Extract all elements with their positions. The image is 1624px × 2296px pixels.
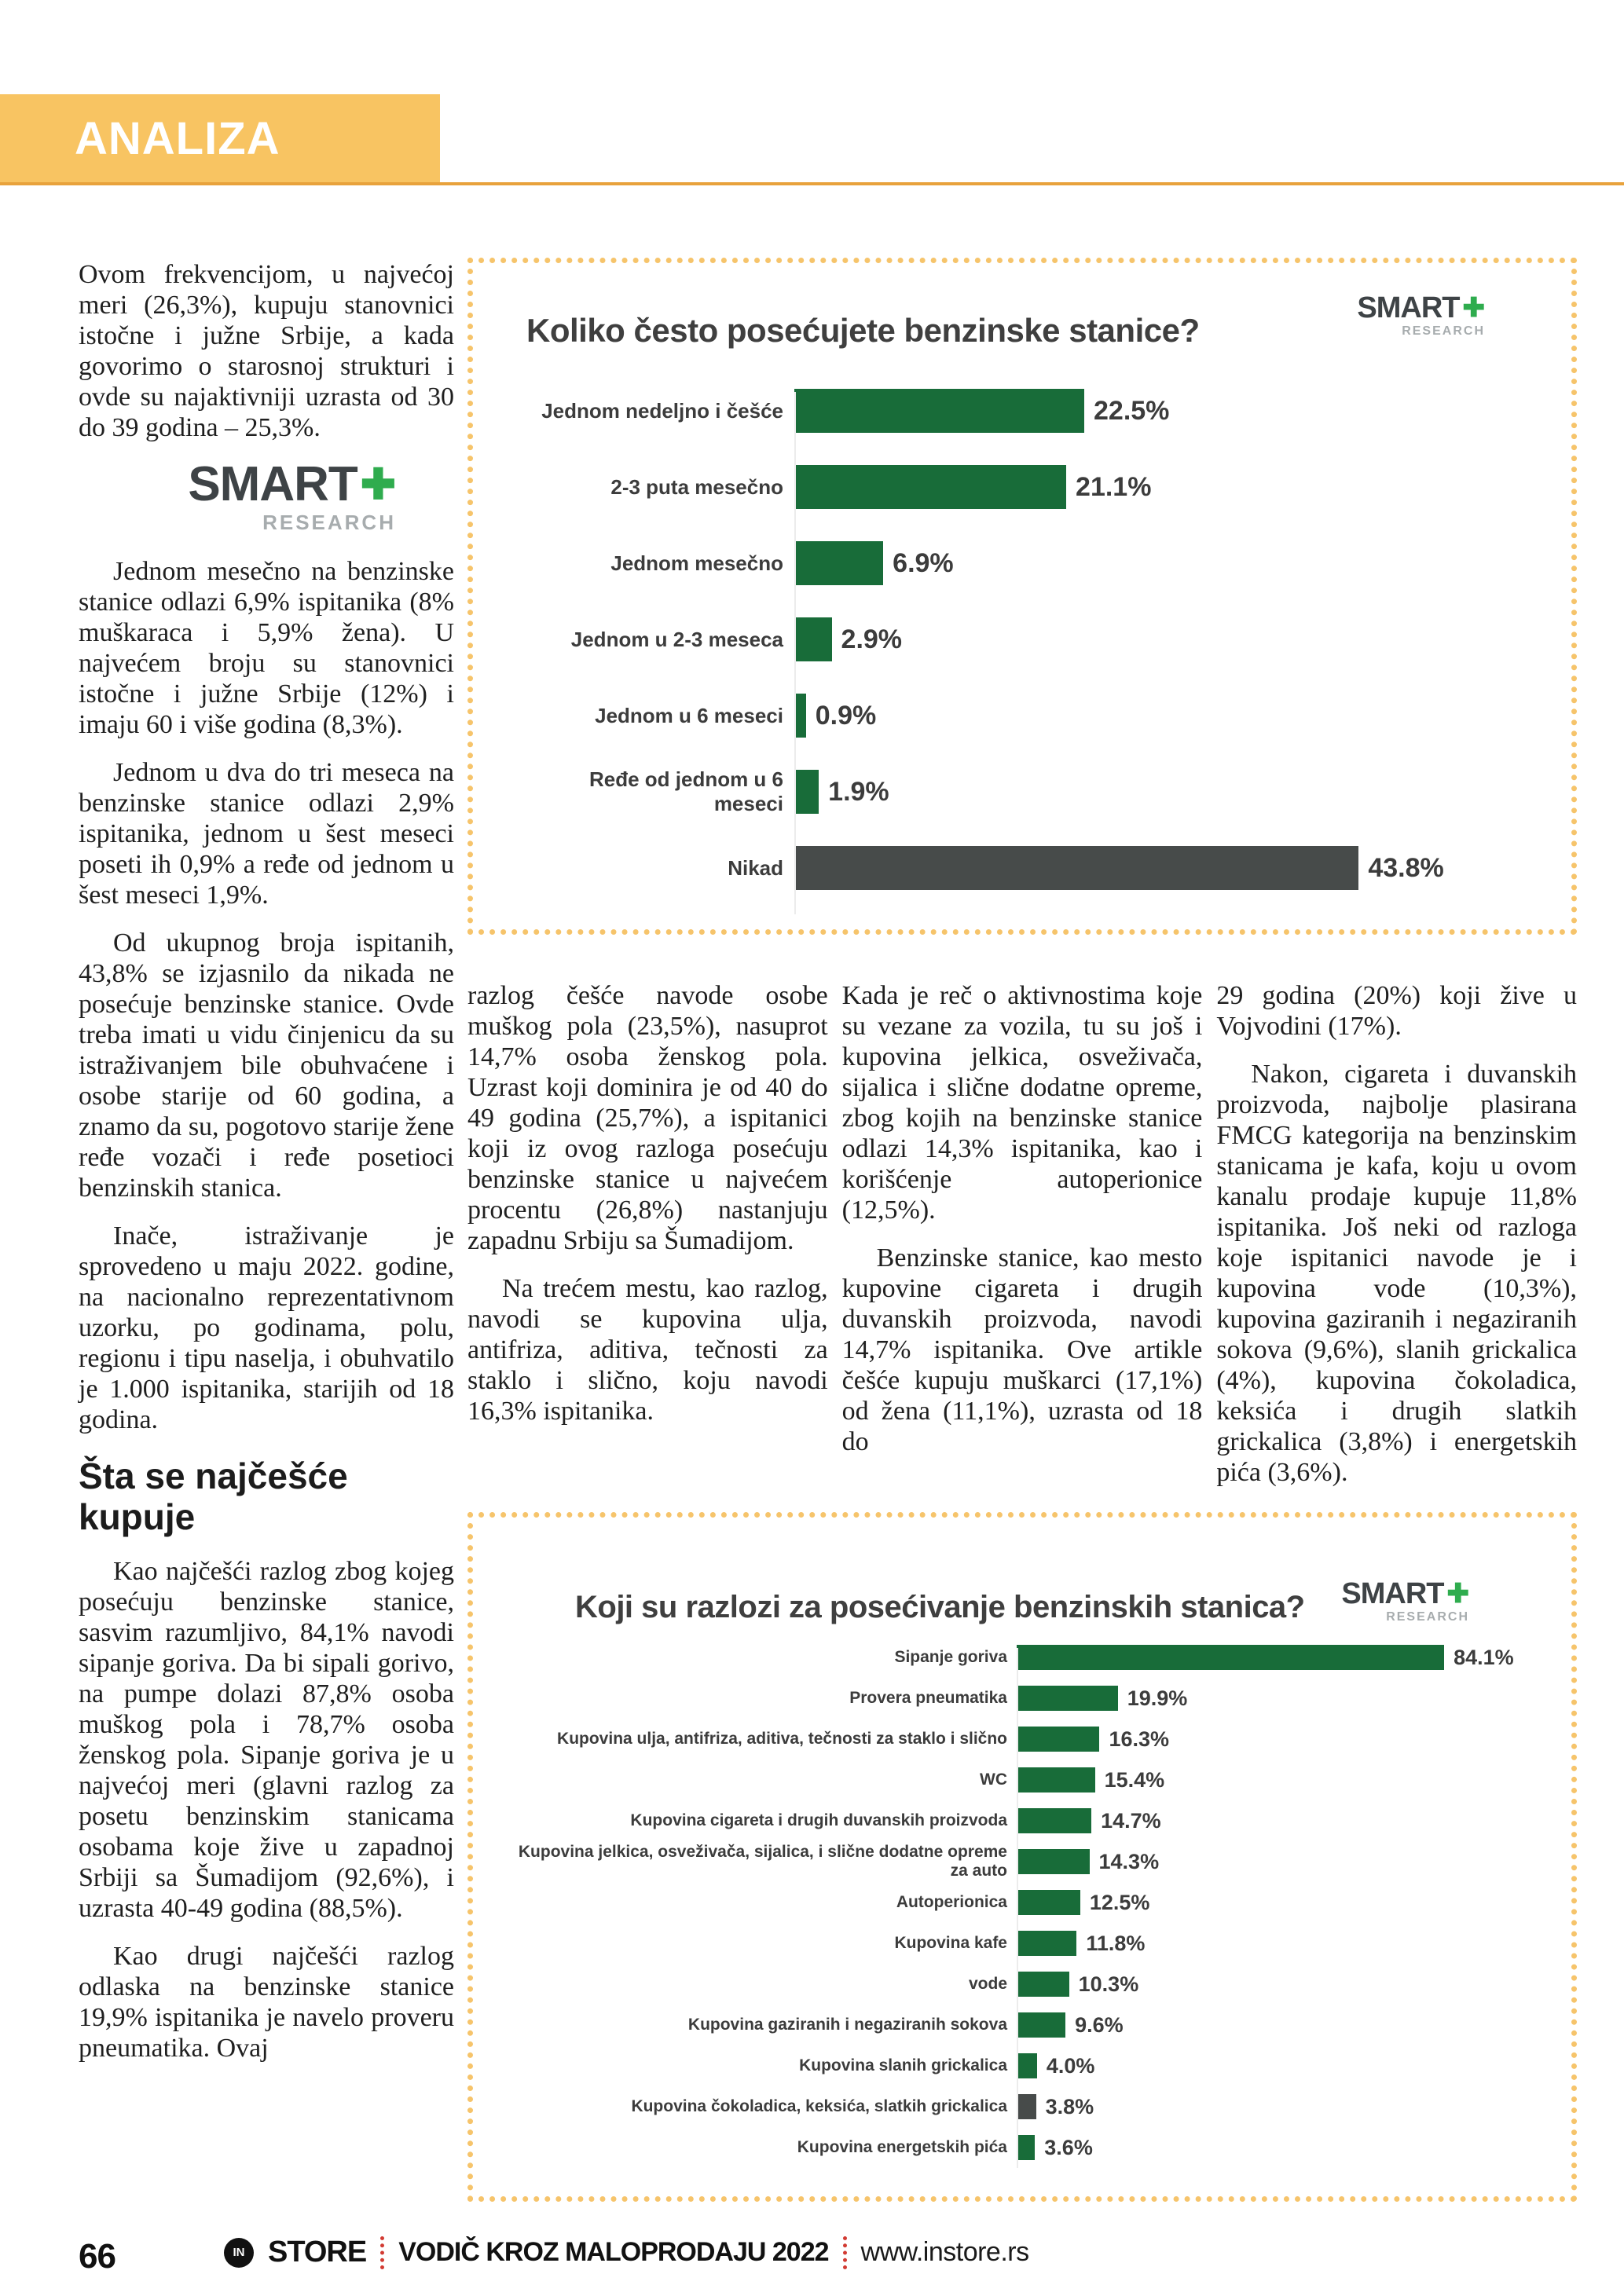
bar-category-label: Jednom u 6 meseci (595, 703, 783, 727)
bar-track (1017, 2094, 1571, 2119)
bar (1017, 1767, 1095, 1792)
bar-row (497, 1686, 1571, 1711)
bar-track (794, 389, 1571, 433)
bar-value-label: 2.9% (841, 624, 903, 654)
footer-website-link[interactable]: www.instore.rs (860, 2237, 1029, 2267)
bar-row (516, 541, 1571, 585)
bar-track (794, 770, 1571, 814)
bar-row (497, 1808, 1571, 1833)
logo-research-text: RESEARCH (1402, 324, 1485, 338)
bar-category-label: Provera pneumatika (849, 1689, 1007, 1707)
bar-value-label: 3.6% (1044, 2135, 1093, 2159)
smart-research-logo (1341, 1579, 1469, 1624)
bar-category-label: Kupovina kafe (894, 1934, 1007, 1952)
paragraph: Kao najčešći razlog zbog kojeg posećuju benzinske stanice, sasvim razumljivo, 84,1% navodi sipanje goriva. Da bi sipali gorivo, na pumpe dolazi 87,8% osoba muškog pola i 78,7% osoba ženskog pola. Sipanje goriva je u najvećoj meri (glavni razlog za posetu benzinskim stanicama osobama koje žive u zapadnoj Srbiji sa Šumadijom (92,6%), i uzrasta 40-49 godina (88,5%). (79, 1557, 454, 1923)
bar-value-label: 12.5% (1089, 1890, 1150, 1914)
bar-rows (473, 389, 1571, 922)
bar-row (497, 1645, 1571, 1670)
article-column (467, 980, 828, 1505)
bar (794, 617, 832, 661)
bar-category-label: Kupovina slanih grickalica (799, 2056, 1007, 2074)
logo-smart-text: SMART (1341, 1577, 1444, 1610)
bar-value-label: 3.8% (1045, 2094, 1094, 2118)
bar-category-label: Jednom u 2-3 meseca (570, 627, 783, 651)
bar-category-label: Kupovina čokoladica, keksića, slatkih grickalica (631, 2097, 1007, 2115)
bar-category-label: Jednom mesečno (610, 551, 783, 575)
bar-value-label: 22.5% (1094, 395, 1170, 426)
bar-value-label: 43.8% (1368, 852, 1444, 883)
bar-value-label: 19.9% (1127, 1686, 1188, 1710)
bar-value-label: 21.1% (1076, 471, 1152, 502)
bar-row (497, 1931, 1571, 1956)
paragraph: Od ukupnog broja ispitanih, 43,8% se izjasnilo da nikada ne posećuje benzinske stanice. Ovde treba imati u vidu činjenicu da su istraživanjem bile obuhvaćene i osobe starije od 60 godina, a znamo da su, pogotovo starije žene ređe vozači i ređe posetioci benzinskih stanica. (79, 928, 454, 1203)
bar (1017, 1808, 1091, 1833)
bar-category-label: Kupovina energetskih pića (797, 2138, 1007, 2156)
paragraph: Ovom frekvencijom, u najvećoj meri (26,3%), kupuju stanovnici istočne i južne Srbije, a kada govorimo o starosnoj strukturi i ovde su najaktivniji uzrasta od 30 do 39 godina – 25,3%. (79, 260, 454, 442)
bar-category-label: Ređe od jednom u 6 meseci (588, 767, 783, 815)
bar (1017, 2053, 1037, 2078)
paragraph: 29 godina (20%) koji žive u Vojvodini (17%). (1216, 981, 1578, 1041)
chart-visit-frequency (467, 258, 1577, 935)
bar (1017, 1890, 1080, 1915)
paragraph: Na trećem mestu, kao razlog, navodi se kupovina ulja, antifriza, aditiva, tečnosti za staklo i slično, koju navodi 16,3% ispitanika. (467, 1274, 828, 1426)
bar-track (1017, 1890, 1571, 1915)
footer-divider (843, 2236, 847, 2269)
bar-category-label: Autoperionica (896, 1893, 1007, 1911)
bar-category-label: Kupovina ulja, antifriza, aditiva, tečnosti za staklo i slično (557, 1730, 1007, 1748)
bar (1017, 2135, 1035, 2160)
paragraph: Kao drugi najčešći razlog odlaska na benzinske stanice 19,9% ispitanika je navelo proveru pneumatika. Ovaj (79, 1942, 454, 2063)
bar (794, 465, 1066, 509)
paragraph: Nakon, cigareta i duvanskih proizvoda, najbolje plasirana FMCG kategorija na benzinskim stanicama je kafa, koju u ovom kanalu prodaje kupuje 11,8% ispitanika. Još neki od razloga koje ispitanici navode je i kupovina vode (10,3%), kupovina gaziranih i negaziranih sokova (9,6%), slanih grickalica (4%), kupovina čokoladica, keksića i drugih slatkih grickalica (3,8%) i energetskih pića (3,6%). (1216, 1060, 1578, 1487)
footer-divider (380, 2236, 384, 2269)
bar-track (794, 617, 1571, 661)
plus-icon: ✚ (1462, 293, 1485, 323)
logo-research-text: RESEARCH (262, 511, 396, 534)
bar-category-label: Sipanje goriva (894, 1648, 1007, 1666)
instore-logo-icon: IN (224, 2238, 254, 2268)
bar-track (1017, 1931, 1571, 1956)
bar (794, 694, 806, 738)
bar-row (497, 1972, 1571, 1997)
bar-row (516, 465, 1571, 509)
paragraph: Jednom u dva do tri meseca na benzinske stanice odlazi 2,9% ispitanika, jednom u šest meseci poseti ih 0,9% a ređe od jednom u šest meseci 1,9%. (79, 758, 454, 910)
bar-rows (473, 1645, 1571, 2176)
bar-track (1017, 2053, 1571, 2078)
bar-category-label: 2-3 puta mesečno (610, 474, 783, 499)
bar-value-label: 9.6% (1075, 2012, 1124, 2037)
bar-category-label: Kupovina cigareta i drugih duvanskih proizvoda (630, 1811, 1007, 1829)
page-number: 66 (79, 2237, 115, 2276)
bar-row (497, 2135, 1571, 2160)
article-subheading: Šta se najčešće kupuje (79, 1456, 348, 1537)
bar-row (497, 2053, 1571, 2078)
bar-row (497, 1843, 1571, 1880)
bar-track (1017, 1849, 1571, 1874)
bar-value-label: 10.3% (1078, 1972, 1139, 1996)
bar-category-label: Kupovina gaziranih i negaziranih sokova (687, 2016, 1007, 2034)
bar-track (1017, 1767, 1571, 1792)
bar-track (794, 541, 1571, 585)
bar-row (497, 1727, 1571, 1752)
bar-value-label: 15.4% (1104, 1767, 1165, 1792)
bar-value-label: 14.7% (1101, 1808, 1161, 1833)
bar-value-label: 16.3% (1109, 1727, 1170, 1751)
section-title: ANALIZA (75, 112, 280, 164)
bar-track (794, 694, 1571, 738)
bar-row (516, 846, 1571, 890)
bar (1017, 1727, 1099, 1752)
bar-value-label: 11.8% (1086, 1931, 1146, 1955)
bar-row (516, 389, 1571, 433)
footer-guide-title: VODIČ KROZ MALOPRODAJU 2022 (398, 2237, 829, 2267)
bar-value-label: 0.9% (815, 700, 877, 731)
article-column (1216, 980, 1577, 1505)
paragraph: Inače, istraživanje je sprovedeno u maju 2022. godine, na nacionalno reprezentativnom uzorku, po godinama, polu, regionu i tipu naselja, i obuhvatilo je 1.000 ispitanika, starijih od 18 godina. (79, 1221, 454, 1434)
page-footer (0, 2236, 1624, 2283)
bar-track (794, 846, 1571, 890)
bar-row (497, 2094, 1571, 2119)
bar-row (516, 694, 1571, 738)
article-middle-columns (467, 980, 1577, 1505)
section-band (0, 94, 440, 182)
paragraph: Benzinske stanice, kao mesto kupovine cigareta i drugih duvanskih proizvoda, navodi 14,7% ispitanika. Ove artikle češće kupuju muškarci (17,1%) od žena (11,1%), uzrasta od 18 do (841, 1243, 1203, 1456)
bar-value-label: 1.9% (828, 776, 889, 807)
bar (794, 389, 1084, 433)
bar (794, 541, 883, 585)
bar-category-label: Nikad (728, 855, 783, 880)
logo-smart-text: SMART (188, 457, 357, 511)
bar-track (794, 465, 1571, 509)
bar (794, 770, 819, 814)
bar (1017, 1645, 1444, 1670)
article-column (842, 980, 1203, 1505)
bar-track (1017, 1972, 1571, 1997)
bar-row (497, 1890, 1571, 1915)
bar-category-label: Jednom nedeljno i češće (541, 398, 783, 423)
bar-row (497, 1767, 1571, 1792)
bar (1017, 2094, 1036, 2119)
bar (1017, 1686, 1118, 1711)
paragraph: Kada je reč o aktivnostima koje su vezane za vozila, tu su još i kupovina jelkica, osveživača, sijalica i slične dodatne opreme, zbog kojih na benzinske stanice odlazi 14,3% ispitanika, kao i korišćenje autoperionice (12,5%). (841, 981, 1203, 1225)
chart-title: Koji su razlozi za posećivanje benzinskih stanica? (575, 1590, 1305, 1624)
bar-track (1017, 2135, 1571, 2160)
bar (1017, 1972, 1069, 1997)
bar (1017, 1931, 1076, 1956)
article-left-column (79, 259, 454, 2081)
paragraph: Jednom mesečno na benzinske stanice odlazi 6,9% ispitanika (8% muškaraca i 5,9% žena). U najvećem broju su stanovnici istočne i južne Srbije (12%) i imaju 60 i više godina (8,3%). (79, 557, 454, 739)
bar-row (516, 617, 1571, 661)
logo-smart-text: SMART (1357, 291, 1460, 324)
bar-value-label: 4.0% (1046, 2053, 1095, 2078)
bar-track (1017, 1727, 1571, 1752)
bar-row (497, 2012, 1571, 2038)
smart-research-logo (1357, 293, 1485, 338)
bar-track (1017, 2012, 1571, 2038)
bar-category-label: WC (980, 1771, 1007, 1789)
footer-brand: STORE (268, 2236, 367, 2269)
header-rule (0, 182, 1624, 185)
chart-visit-reasons (467, 1512, 1577, 2202)
bar (794, 846, 1358, 890)
logo-research-text: RESEARCH (1386, 1610, 1469, 1624)
smart-research-logo (137, 457, 396, 534)
paragraph: razlog češće navode osobe muškog pola (23,5%), nasuprot 14,7% osoba ženskog pola. Uzrast koji dominira je od 40 do 49 godina (25,7%), a ispitanici koji iz ovog razloga posećuju benzinske stanice u najvećem procentu (26,8%) nastanjuju zapadnu Srbiju sa Šumadijom. (467, 981, 828, 1255)
bar (1017, 1849, 1090, 1874)
footer-brand-line (224, 2236, 1029, 2269)
bar-value-label: 14.3% (1098, 1849, 1160, 1873)
bar-track (1017, 1686, 1571, 1711)
bar-category-label: vode (968, 1975, 1007, 1993)
bar-category-label: Kupovina jelkica, osveživača, sijalica, i slične dodatne opreme za auto (518, 1843, 1007, 1880)
bar (1017, 2012, 1065, 2038)
bar-track (1017, 1808, 1571, 1833)
bar-row (516, 767, 1571, 815)
bar-track (1017, 1645, 1571, 1670)
plus-icon: ✚ (1446, 1579, 1469, 1609)
bar-value-label: 84.1% (1454, 1645, 1514, 1669)
chart-title: Koliko često posećujete benzinske stanice? (526, 312, 1200, 349)
bar-value-label: 6.9% (893, 547, 954, 578)
plus-icon: ✚ (360, 461, 396, 508)
